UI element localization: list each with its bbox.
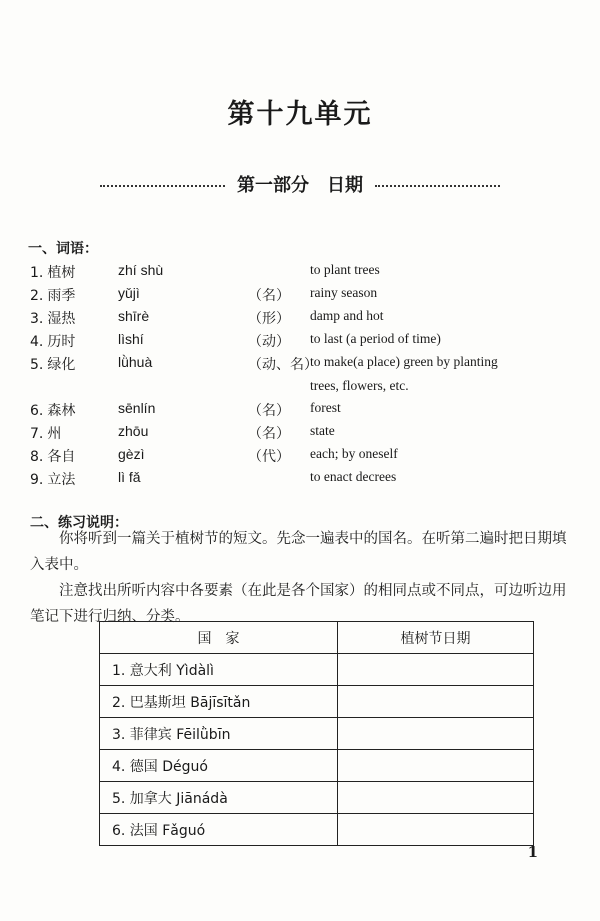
vocab-pinyin: lì fǎ [118,469,141,485]
vocab-pos: （动、名） [248,357,318,373]
vocab-english: to last (a period of time) [310,331,441,346]
vocab-row [30,354,580,398]
vocab-hanzi: 森林 [47,403,76,419]
vocab-row [30,423,580,445]
vocab-row [30,446,580,468]
vocab-pos: （代） [248,449,290,465]
vocab-number: 7. [30,426,44,442]
country-cell: 1. 意大利 Yìdàlì [100,654,338,686]
vocab-english: to make(a place) green by planting [310,354,498,369]
column-header-date: 植树节日期 [338,622,534,654]
vocab-pinyin: gèzì [118,446,145,462]
vocab-english: to enact decrees [310,469,397,484]
vocab-pinyin: zhí shù [118,262,164,278]
date-input-cell[interactable] [338,686,534,718]
vocab-hanzi: 历时 [47,334,76,350]
vocab-row [30,400,580,422]
table-row [100,654,534,686]
table-row [100,814,534,846]
date-input-cell[interactable] [338,782,534,814]
vocab-english: rainy season [310,285,378,300]
practice-paragraph-2: 注意找出所听内容中各要素（在此是各个国家）的相同点或不同点，可边听边用笔记下进行归纳、分类。 [30,583,567,625]
vocab-hanzi: 湿热 [47,311,76,327]
vocab-row [30,308,580,330]
country-cell: 4. 德国 Déguó [100,750,338,782]
vocab-pinyin: sēnlín [118,400,156,416]
dotted-rule-right [375,185,500,187]
date-input-cell[interactable] [338,654,534,686]
part-title: 第一部分 日期 [237,175,363,196]
vocab-english: each; by oneself [310,446,398,461]
unit-title: 第十九单元 [227,99,373,130]
country-cell: 6. 法国 Fǎguó [100,814,338,846]
vocab-heading: 一、词语： [28,241,98,257]
vocab-pinyin: yǔjì [118,285,140,301]
vocab-number: 6. [30,403,44,419]
vocab-pos: （名） [248,288,290,304]
vocab-english: forest [310,400,341,415]
table-header-row [100,622,534,654]
vocab-pinyin: zhōu [118,423,149,439]
vocab-english: state [310,423,335,438]
practice-heading: 二、练习说明： [30,515,128,531]
vocab-hanzi: 植树 [47,265,76,281]
vocab-pinyin: shīrè [118,308,150,324]
country-cell: 3. 菲律宾 Fēilǜbīn [100,718,338,750]
vocab-pos: （名） [248,426,290,442]
country-date-table [99,621,534,846]
vocab-pinyin: lǜhuà [118,354,153,370]
vocab-number: 3. [30,311,44,327]
vocab-english: to plant trees [310,262,380,277]
table-row [100,750,534,782]
vocab-hanzi: 雨季 [47,288,76,304]
table-row [100,718,534,750]
part-heading [100,172,500,196]
practice-paragraph-1: 你将听到一篇关于植树节的短文。先念一遍表中的国名。在听第二遍时把日期填入表中。 [30,531,567,573]
vocab-row [30,469,580,491]
dotted-rule-left [100,185,225,187]
vocab-number: 9. [30,472,44,488]
vocab-hanzi: 立法 [47,472,76,488]
vocab-pos: （动） [248,334,290,350]
vocab-number: 1. [30,265,44,281]
date-input-cell[interactable] [338,718,534,750]
vocab-english: damp and hot [310,308,384,323]
vocab-pos: （形） [248,311,290,327]
vocab-pos: （名） [248,403,290,419]
vocab-row [30,331,580,353]
table-row [100,782,534,814]
vocab-hanzi: 州 [47,426,62,442]
vocab-hanzi: 各自 [47,449,76,465]
date-input-cell[interactable] [338,750,534,782]
vocab-row [30,262,580,284]
vocab-number: 2. [30,288,44,304]
country-cell: 5. 加拿大 Jiānádà [100,782,338,814]
vocab-number: 5. [30,357,44,373]
vocab-row [30,285,580,307]
column-header-country: 国 家 [100,622,338,654]
date-input-cell[interactable] [338,814,534,846]
vocab-english-continued: trees, flowers, etc. [310,378,409,393]
table-row [100,686,534,718]
vocab-number: 4. [30,334,44,350]
vocab-number: 8. [30,449,44,465]
vocab-pinyin: lìshí [118,331,144,347]
country-cell: 2. 巴基斯坦 Bājīsītǎn [100,686,338,718]
page-number: 1 [527,843,538,861]
vocab-hanzi: 绿化 [47,357,76,373]
